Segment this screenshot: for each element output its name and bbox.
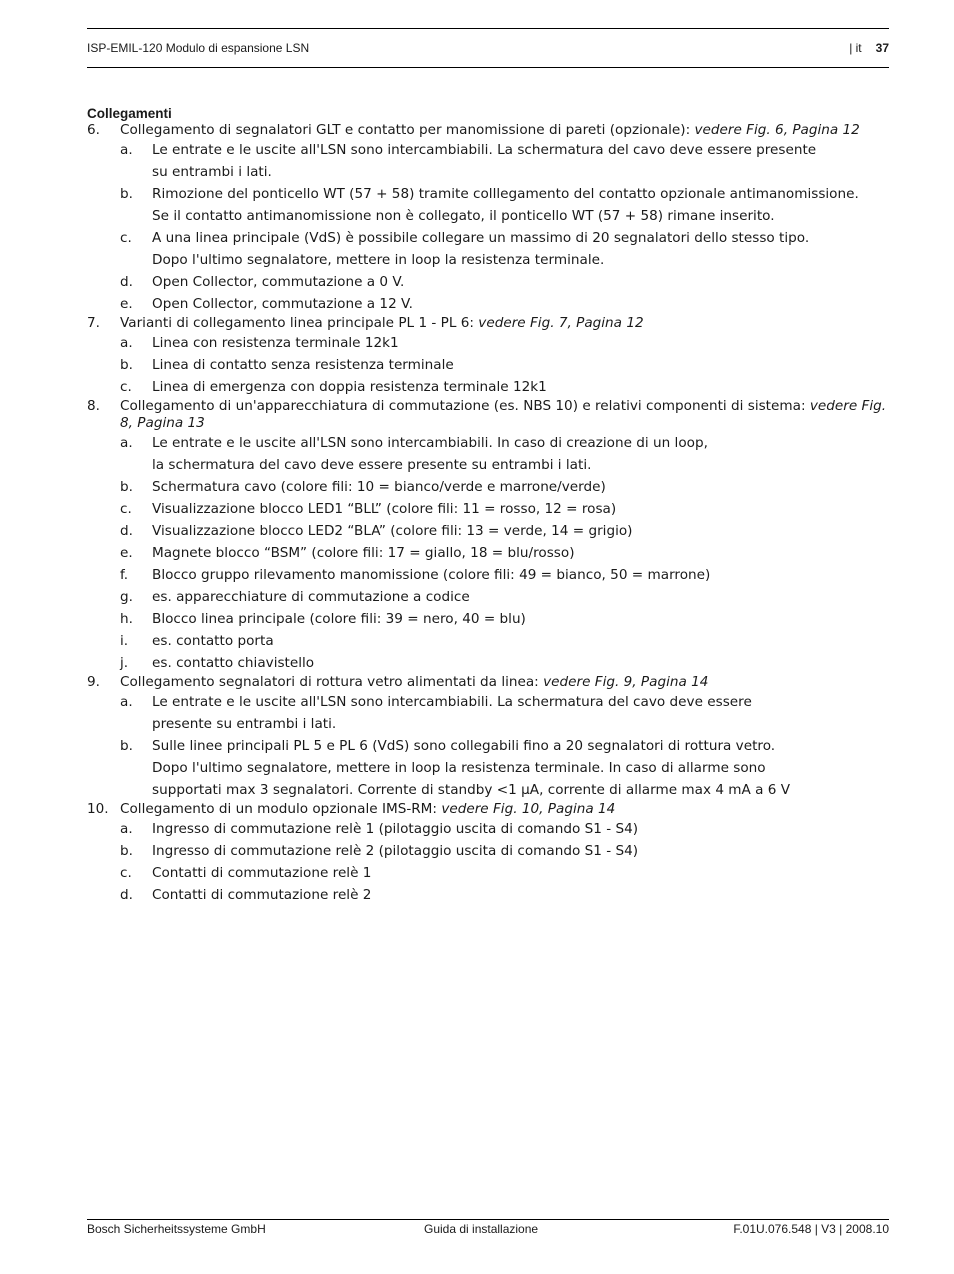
sub-item-letter: d. [120,523,133,539]
sub-item-letter: d. [120,887,133,903]
sub-item [87,476,889,498]
sub-item-text [152,564,889,586]
sub-item-letter: b. [120,357,133,373]
sub-item-text [152,608,889,630]
list-item [87,122,889,139]
list-item [87,801,889,818]
sub-item-letter: e. [120,296,133,312]
sub-item-text [152,332,889,354]
text-line: Blocco linea principale (colore fili: 39 = nero, 40 = blu) [152,611,526,627]
header-page-info [849,41,889,55]
item-number: 8. [87,398,100,414]
text-line: Schermatura cavo (colore fili: 10 = bianco/verde e marrone/verde) [152,479,606,495]
text-line: Sulle linee principali PL 5 e PL 6 (VdS) sono collegabili fino a 20 segnalatori di rottura vetro. [152,738,776,754]
sub-item-text [152,652,889,674]
sub-item-letter: b. [120,738,133,754]
sub-item-text [152,542,889,564]
sub-item-text [152,293,889,315]
sub-item [87,293,889,315]
sub-item-text [152,271,889,293]
header-title: ISP-EMIL-120 Modulo di espansione LSN [87,41,310,55]
text-line: Contatti di commutazione relè 2 [152,887,372,903]
footer-company: Bosch Sicherheitssysteme GmbH [87,1222,266,1236]
text-line: supportati max 3 segnalatori. Corrente di standby <1 µA, corrente di allarme max 4 mA a 6 V [152,782,791,798]
sub-item-letter: a. [120,142,133,158]
sub-item [87,498,889,520]
text-line: Dopo l'ultimo segnalatore, mettere in loop la resistenza terminale. [152,252,605,268]
sub-item [87,271,889,293]
sub-item-text [152,476,889,498]
sub-item [87,432,889,476]
sub-item [87,586,889,608]
footer-doc-id: F.01U.076.548 | V3 | 2008.10 [733,1222,889,1236]
text-line: Rimozione del ponticello WT (57 + 58) tramite colllegamento del contatto opzionale antimanomissione. [152,186,859,202]
sub-item [87,332,889,354]
item-text: Collegamento di segnalatori GLT e contatto per manomissione di pareti (opzionale): [120,122,695,138]
sub-item-letter: f. [120,567,129,583]
sub-item-letter: j. [120,655,129,671]
sub-item-text [152,840,889,862]
text-line: su entrambi i lati. [152,164,272,180]
header-language: | it [849,41,862,55]
sub-item-letter: a. [120,435,133,451]
page-number: 37 [875,41,889,55]
sub-item [87,183,889,227]
sub-item-text [152,376,889,398]
item-number: 10. [87,801,109,817]
sub-item-letter: b. [120,843,133,859]
text-line: Ingresso di commutazione relè 2 (pilotaggio uscita di comando S1 - S4) [152,843,639,859]
text-line: Blocco gruppo rilevamento manomissione (colore fili: 49 = bianco, 50 = marrone) [152,567,711,583]
sub-item-text [152,432,889,476]
item-text: Varianti di collegamento linea principale PL 1 - PL 6: [120,315,479,331]
text-line: Le entrate e le uscite all'LSN sono intercambiabili. La schermatura del cavo deve essere [152,694,752,710]
text-line: es. apparecchiature di commutazione a codice [152,589,470,605]
page-header [87,28,889,68]
sub-item [87,227,889,271]
sub-item-letter: a. [120,821,133,837]
main-content [87,105,889,906]
text-line: Contatti di commutazione relè 1 [152,865,372,881]
sub-item-letter: c. [120,501,132,517]
sub-item [87,520,889,542]
sub-item [87,542,889,564]
sub-item [87,608,889,630]
footer-doc-type: Guida di installazione [424,1222,539,1236]
list-item [87,315,889,332]
sub-item-letter: h. [120,611,133,627]
sub-item-letter: c. [120,230,132,246]
sub-item-letter: g. [120,589,133,605]
sub-item-letter: a. [120,694,133,710]
sub-item-text [152,498,889,520]
text-line: Dopo l'ultimo segnalatore, mettere in loop la resistenza terminale. In caso di allarme sono [152,760,766,776]
text-line: es. contatto porta [152,633,274,649]
figure-reference: vedere Fig. 10, Pagina 14 [441,801,616,817]
item-number: 9. [87,674,100,690]
text-line: Linea di emergenza con doppia resistenza terminale 12k1 [152,379,547,395]
figure-reference: vedere Fig. 9, Pagina 14 [543,674,709,690]
sub-item [87,376,889,398]
item-text: Collegamento segnalatori di rottura vetro alimentati da linea: [120,674,544,690]
text-line: la schermatura del cavo deve essere presente su entrambi i lati. [152,457,592,473]
item-text: Collegamento di un'apparecchiatura di commutazione (es. NBS 10) e relativi componenti di sistema: [120,398,810,414]
sub-item-letter: c. [120,865,132,881]
sub-item-letter: b. [120,479,133,495]
sub-item [87,818,889,840]
list-item [87,398,889,432]
sub-item-letter: c. [120,379,132,395]
figure-reference: vedere Fig. 6, Pagina 12 [694,122,860,138]
item-number: 6. [87,122,100,138]
figure-reference: vedere Fig. 7, Pagina 12 [478,315,644,331]
text-line: Visualizzazione blocco LED1 “BLL” (colore fili: 11 = rosso, 12 = rosa) [152,501,617,517]
sub-item-text [152,691,889,735]
sub-item-text [152,862,889,884]
sub-item [87,735,889,801]
sub-item-text [152,818,889,840]
sub-item-text [152,183,889,227]
page-footer [87,1219,889,1236]
sub-item [87,652,889,674]
text-line: A una linea principale (VdS) è possibile collegare un massimo di 20 segnalatori dello stesso tipo. [152,230,810,246]
text-line: presente su entrambi i lati. [152,716,337,732]
sub-item-text [152,520,889,542]
item-number: 7. [87,315,100,331]
sub-item-text [152,139,889,183]
sub-item [87,862,889,884]
sub-item [87,840,889,862]
sub-item-letter: b. [120,186,133,202]
text-line: Magnete blocco “BSM” (colore fili: 17 = giallo, 18 = blu/rosso) [152,545,575,561]
sub-item-text [152,630,889,652]
sub-item-letter: i. [120,633,129,649]
text-line: Ingresso di commutazione relè 1 (pilotaggio uscita di comando S1 - S4) [152,821,639,837]
sub-item-letter: e. [120,545,133,561]
sub-item-letter: d. [120,274,133,290]
text-line: Le entrate e le uscite all'LSN sono intercambiabili. In caso di creazione di un loop, [152,435,708,451]
sub-item-text [152,735,889,801]
sub-item [87,691,889,735]
figure-reference: vedere Fig. 8, Pagina 13 [120,398,887,431]
sub-item [87,564,889,586]
numbered-list [87,122,889,906]
sub-item [87,139,889,183]
sub-item-text [152,884,889,906]
sub-item [87,884,889,906]
text-line: es. contatto chiavistello [152,655,315,671]
sub-item-text [152,227,889,271]
text-line: Se il contatto antimanomissione non è collegato, il ponticello WT (57 + 58) rimane inserito. [152,208,775,224]
text-line: Open Collector, commutazione a 0 V. [152,274,405,290]
sub-item [87,354,889,376]
text-line: Open Collector, commutazione a 12 V. [152,296,413,312]
text-line: Linea con resistenza terminale 12k1 [152,335,399,351]
sub-item-text [152,354,889,376]
item-text: Collegamento di un modulo opzionale IMS-RM: [120,801,442,817]
text-line: Visualizzazione blocco LED2 “BLA” (colore fili: 13 = verde, 14 = grigio) [152,523,633,539]
text-line: Le entrate e le uscite all'LSN sono intercambiabili. La schermatura del cavo deve essere presente [152,142,817,158]
section-title: Collegamenti [87,106,172,121]
list-item [87,674,889,691]
text-line: Linea di contatto senza resistenza terminale [152,357,454,373]
sub-item-text [152,586,889,608]
sub-item-letter: a. [120,335,133,351]
sub-item [87,630,889,652]
